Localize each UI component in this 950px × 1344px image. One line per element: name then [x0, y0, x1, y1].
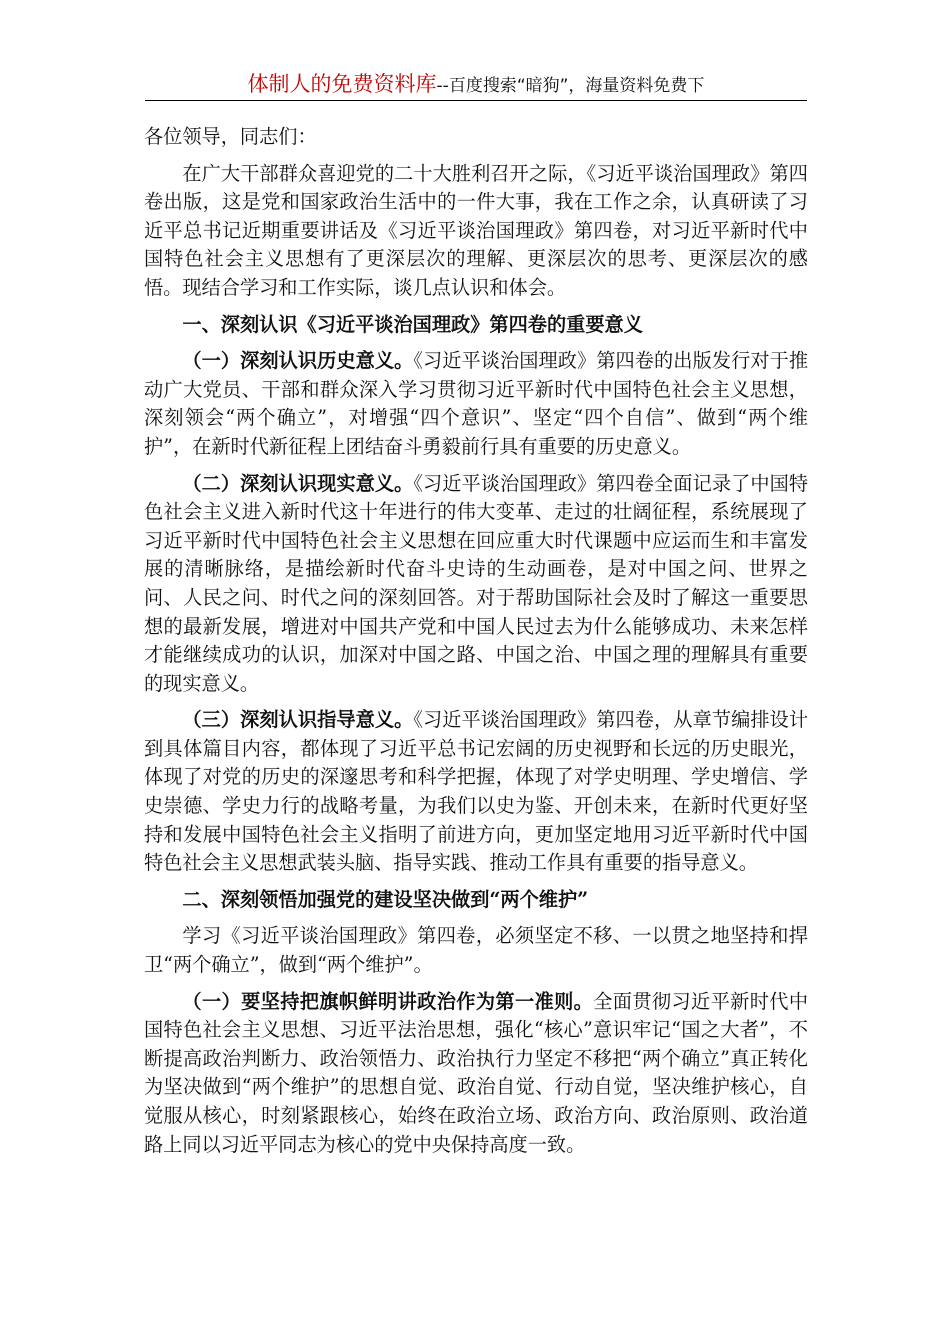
paragraph-text: 《习近平谈治国理政》第四卷全面记录了中国特色社会主义进入新时代这十年进行的伟大变革、走过的壮阔征程，系统展现了习近平新时代中国特色社会主义思想在回应重大时代课题中应运而生和丰富发展的清晰脉络，是描绘新时代奋斗史诗的生动画卷，是对中国之问、世界之问、人民之问、时代之问的深刻回答。对于帮助国际社会及时了解这一重要思想的最新发展，增进对中国共产党和中国人民过去为什么能够成功、未来怎样才能继续成功的认识，加深对中国之路、中国之治、中国之理的理解具有重要的现实意义。 — [144, 471, 809, 695]
paragraph-text: 全面贯彻习近平新时代中国特色社会主义思想、习近平法治思想，强化“核心”意识牢记“国之大者”，不断提高政治判断力、政治领悟力、政治执行力坚定不移把“两个确立”真正转化为坚决做到“两个维护”的思想自觉、政治自觉、行动自觉，坚决维护核心，自觉服从核心，时刻紧跟核心，始终在政治立场、政治方向、政治原则、政治道路上同以习近平同志为核心的党中央保持高度一致。 — [144, 989, 809, 1156]
header-tagline: --百度搜索“暗狗”，海量资料免费下 — [436, 76, 705, 96]
section-heading-2: 二、深刻领悟加强党的建设坚决做到“两个维护” — [182, 887, 589, 911]
paragraph-politics-first — [144, 988, 808, 1160]
salutation: 各位领导，同志们： — [144, 125, 317, 148]
paragraph-lead: （二）深刻认识现实意义。 — [182, 471, 414, 495]
paragraph-practical-significance — [144, 470, 808, 699]
paragraph-lead: （一）要坚持把旗帜鲜明讲政治作为第一准则。 — [182, 989, 594, 1013]
paragraph-lead: （一）深刻认识历史意义。 — [182, 349, 414, 373]
paragraph-text: 《习近平谈治国理政》第四卷，从章节编排设计到具体篇目内容，都体现了习近平总书记宏阔的历史视野和长远的历史眼光，体现了对党的历史的深邃思考和科学把握，体现了对学史明理、学史增信、学史崇德、学史力行的战略考量，为我们以史为鉴、开创未来，在新时代更好坚持和发展中国特色社会主义指明了前进方向，更加坚定地用习近平新时代中国特色社会主义思想武装头脑、指导实践、推动工作具有重要的指导意义。 — [144, 708, 809, 875]
document-header — [145, 68, 807, 101]
document-body — [144, 123, 808, 1167]
header-brand: 体制人的免费资料库 — [247, 72, 437, 96]
paragraph-historical-significance — [144, 347, 808, 461]
paragraph-lead: （三）深刻认识指导意义。 — [182, 708, 414, 732]
paragraph-guiding-significance — [144, 706, 808, 878]
section-heading-1: 一、深刻认识《习近平谈治国理政》第四卷的重要意义 — [182, 312, 643, 336]
section2-intro-paragraph: 学习《习近平谈治国理政》第四卷，必须坚定不移、一以贯之地坚持和捍卫“两个确立”，做到“两个维护”。 — [144, 924, 808, 977]
intro-paragraph: 在广大干部群众喜迎党的二十大胜利召开之际，《习近平谈治国理政》第四卷出版，这是党和国家政治生活中的一件大事，我在工作之余，认真研读了习近平总书记近期重要讲话及《习近平谈治国理政》第四卷，对习近平新时代中国特色社会主义思想有了更深层次的理解、更深层次的思考、更深层次的感悟。现结合学习和工作实际，谈几点认识和体会。 — [144, 161, 808, 299]
paragraph-text: 《习近平谈治国理政》第四卷的出版发行对于推动广大党员、干部和群众深入学习贯彻习近平新时代中国特色社会主义思想，深刻领会“两个确立”，对增强“四个意识”、坚定“四个自信”、做到“两个维护”，在新时代新征程上团结奋斗勇毅前行具有重要的历史意义。 — [144, 349, 809, 458]
